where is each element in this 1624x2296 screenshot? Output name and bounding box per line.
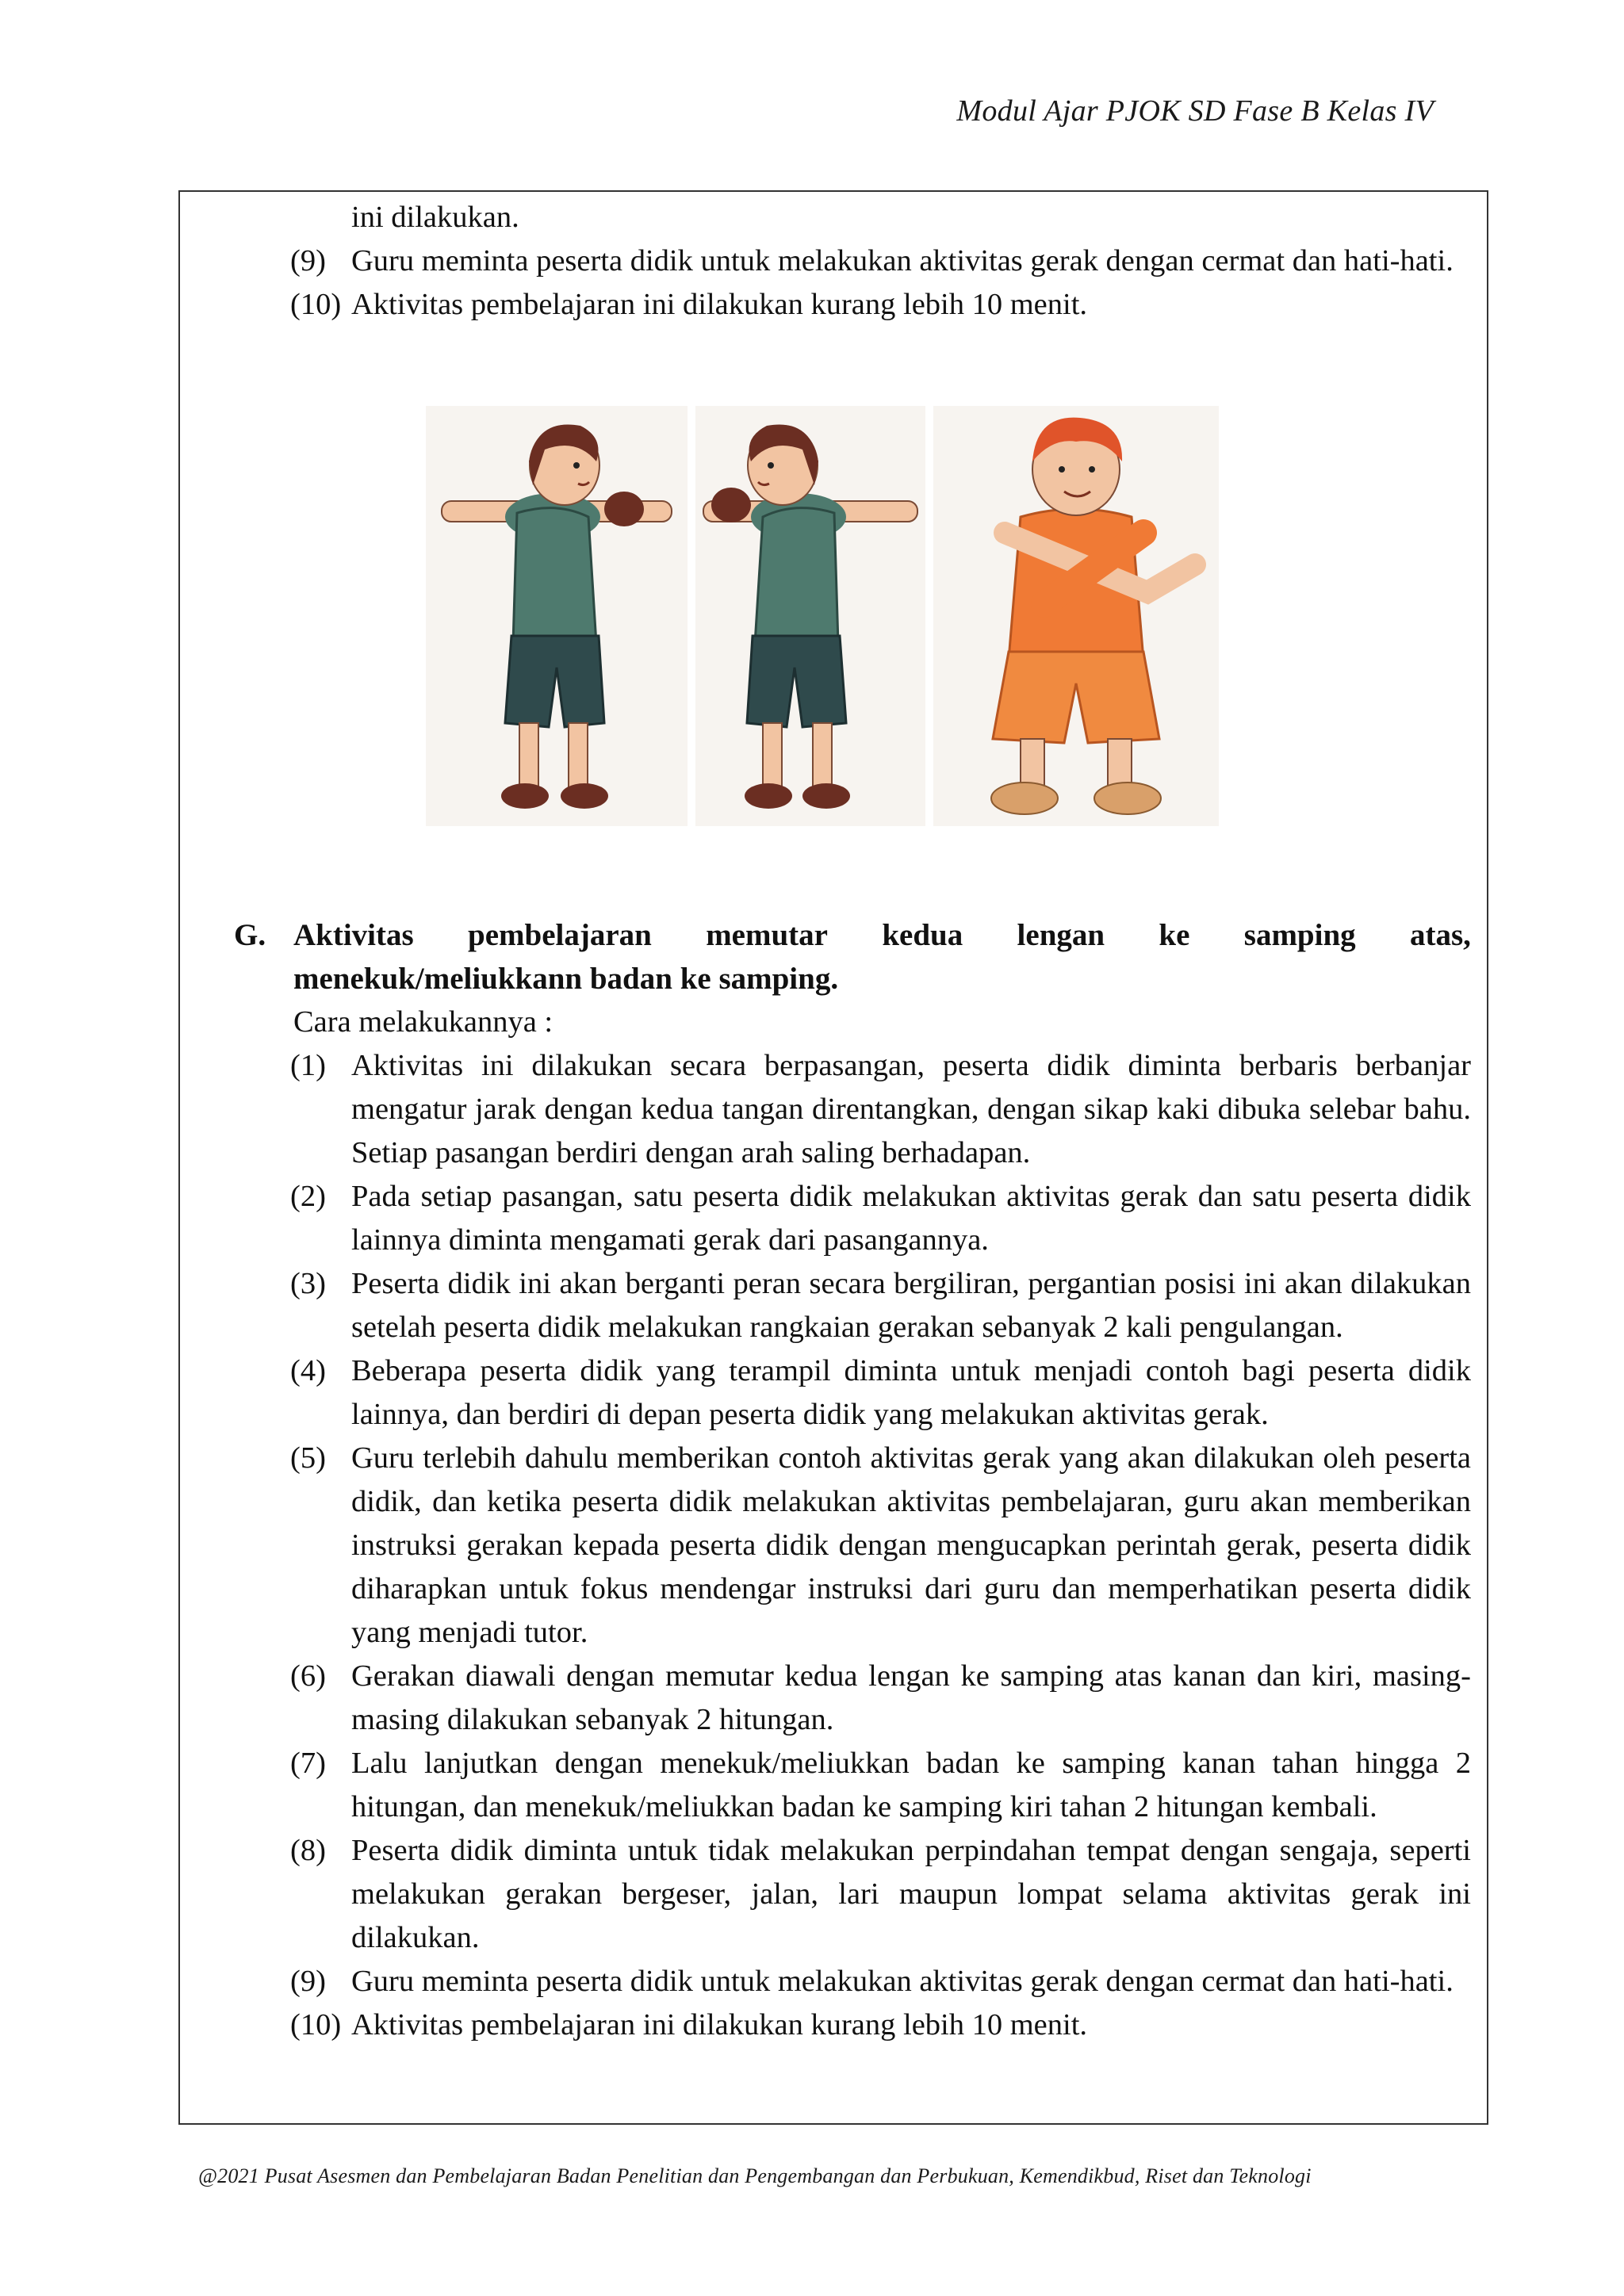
list-text: Guru terlebih dahulu memberikan contoh aktivitas gerak yang akan dilakukan oleh peserta didik, dan ketika peserta didik melakukan aktivitas pembelajaran, guru akan memberikan instruksi gerakan kepada peserta didik dengan mengucapkan perintah gerak, peserta didik diharapkan untuk fokus mendengar instruksi dari guru dan memperhatikan peserta didik yang menjadi tutor. <box>351 1441 1471 1649</box>
girl-figure-left <box>426 406 688 826</box>
list-number: (7) <box>290 1747 326 1780</box>
list-text: Guru meminta peserta didik untuk melakukan aktivitas gerak dengan cermat dan hati-hati. <box>351 244 1454 277</box>
list-number: (2) <box>290 1180 326 1213</box>
page-footer: @2021 Pusat Asesmen dan Pembelajaran Badan Penelitian dan Pengembangan dan Perbukuan, Kemendikbud, Riset dan Teknologi <box>198 2164 1312 2187</box>
title-word: Aktivitas <box>293 918 414 952</box>
list-number: (9) <box>290 244 326 277</box>
list-number: (10) <box>290 288 342 321</box>
section-g-list <box>180 1044 1487 2047</box>
list-item <box>180 1742 1487 1829</box>
section-intro: Cara melakukannya : <box>293 1005 553 1039</box>
title-word: atas, <box>1410 918 1471 952</box>
page-header: Modul Ajar PJOK SD Fase B Kelas IV <box>956 94 1434 128</box>
list-text: Gerakan diawali dengan memutar kedua lengan ke samping atas kanan dan kiri, masing-masing dilakukan sebanyak 2 hitungan. <box>351 1659 1471 1736</box>
list-text: Lalu lanjutkan dengan menekuk/meliukkan badan ke samping kanan tahan hingga 2 hitungan, dan menekuk/meliukkan badan ke samping kiri tahan 2 hitungan kembali. <box>351 1747 1471 1823</box>
title-word: samping <box>1243 918 1356 952</box>
list-item <box>180 1175 1487 1262</box>
list-item <box>180 1437 1487 1655</box>
title-word: pembelajaran <box>468 918 652 952</box>
list-number: (1) <box>290 1049 326 1082</box>
title-word: memutar <box>706 918 828 952</box>
list-item <box>180 1655 1487 1742</box>
title-word: ke <box>1159 918 1190 952</box>
list-text: Aktivitas pembelajaran ini dilakukan kurang lebih 10 menit. <box>351 2008 1088 2042</box>
top-continuation <box>180 192 1487 327</box>
list-number: (6) <box>290 1659 326 1693</box>
section-title-line2: menekuk/meliukkann badan ke samping. <box>293 962 839 996</box>
section-title <box>180 913 1487 1001</box>
list-text: Aktivitas ini dilakukan secara berpasangan, peserta didik diminta berbaris berbanjar mengatur jarak dengan kedua tangan direntangkan, dengan sikap kaki dibuka selebar bahu. Setiap pasangan berdiri dengan arah saling berhadapan. <box>351 1049 1471 1169</box>
list-number: (5) <box>290 1441 326 1475</box>
continuation-text: ini dilakukan. <box>351 201 519 234</box>
list-item <box>180 239 1487 283</box>
list-number: (3) <box>290 1267 326 1300</box>
list-item <box>180 1829 1487 1960</box>
section-letter: G. <box>234 918 266 952</box>
list-item <box>180 1262 1487 1349</box>
list-item <box>180 1349 1487 1437</box>
list-text: Beberapa peserta didik yang terampil diminta untuk menjadi contoh bagi peserta didik lainnya, dan berdiri di depan peserta didik yang melakukan aktivitas gerak. <box>351 1354 1471 1431</box>
list-text: Peserta didik ini akan berganti peran secara bergiliran, pergantian posisi ini akan dilakukan setelah peserta didik melakukan rangkaian gerakan sebanyak 2 kali pengulangan. <box>351 1267 1471 1344</box>
content-box <box>178 190 1488 2125</box>
list-number: (9) <box>290 1965 326 1998</box>
title-word: lengan <box>1017 918 1105 952</box>
list-item <box>180 1960 1487 2003</box>
list-text: Guru meminta peserta didik untuk melakukan aktivitas gerak dengan cermat dan hati-hati. <box>351 1965 1454 1998</box>
list-text: Pada setiap pasangan, satu peserta didik melakukan aktivitas gerak dan satu peserta didik lainnya diminta mengamati gerak dari pasangannya. <box>351 1180 1471 1257</box>
section-title-line1 <box>293 913 1471 957</box>
list-text: Aktivitas pembelajaran ini dilakukan kurang lebih 10 menit. <box>351 288 1088 321</box>
list-number: (4) <box>290 1354 326 1387</box>
list-item <box>180 1044 1487 1175</box>
list-number: (10) <box>290 2008 342 2042</box>
list-text: Peserta didik diminta untuk tidak melakukan perpindahan tempat dengan sengaja, seperti melakukan gerakan bergeser, jalan, lari maupun lompat selama aktivitas gerak ini dilakukan. <box>351 1834 1471 1954</box>
exercise-illustration <box>426 406 1219 826</box>
boy-figure <box>933 406 1219 826</box>
list-item <box>180 2003 1487 2047</box>
list-item <box>180 283 1487 327</box>
section-g <box>180 913 1487 2047</box>
girl-figure-right <box>695 406 925 826</box>
title-word: kedua <box>882 918 963 952</box>
top-list <box>180 239 1487 327</box>
list-number: (8) <box>290 1834 326 1867</box>
